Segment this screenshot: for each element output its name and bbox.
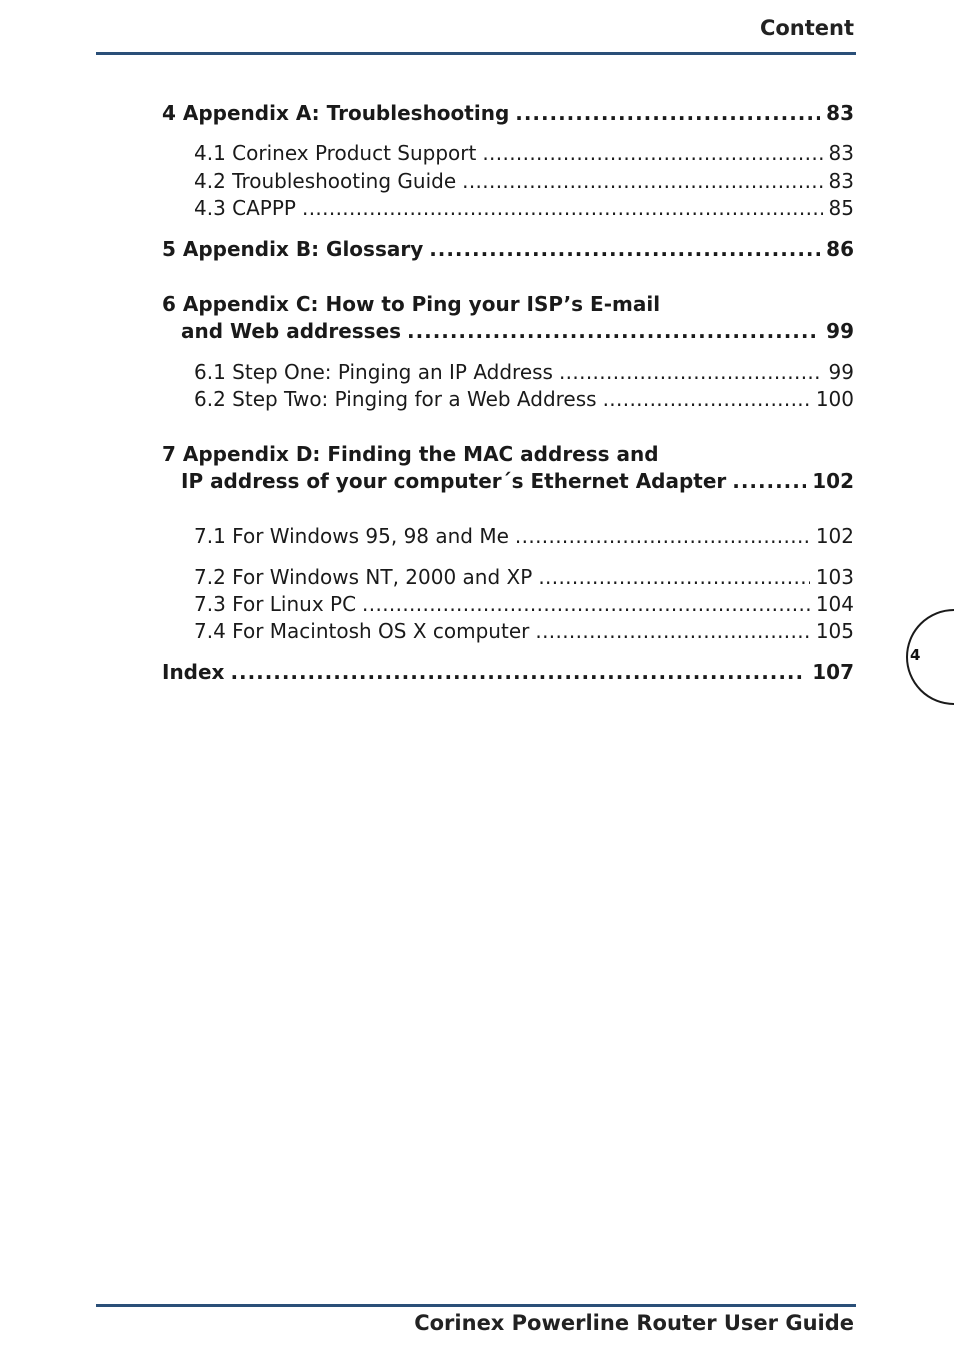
toc-entry-6-1[interactable] [194, 358, 854, 386]
toc-entry-7-4[interactable] [194, 617, 854, 645]
leader-dots [559, 358, 823, 386]
toc-label: 4.2 Troubleshooting Guide [194, 169, 457, 193]
toc-page-number: 107 [812, 660, 854, 684]
leader-dots [482, 139, 822, 167]
toc-label: 5 Appendix B: Glossary [162, 237, 424, 261]
toc-entry-4-2[interactable] [194, 167, 854, 195]
toc-entry-appendix-b[interactable] [162, 235, 854, 263]
toc-entry-appendix-d[interactable] [181, 467, 854, 495]
leader-dots [302, 194, 823, 222]
footer-rule [96, 1304, 856, 1307]
toc-label: 7.3 For Linux PC [194, 592, 357, 616]
toc-entry-appendix-c[interactable] [181, 317, 854, 345]
toc-entry-appendix-c-line1[interactable]: 6 Appendix C: How to Ping your ISP’s E-mail [162, 292, 661, 316]
toc-page-number: 102 [812, 469, 854, 493]
toc-page-number: 83 [828, 169, 854, 193]
toc-label: 7.1 For Windows 95, 98 and Me [194, 524, 509, 548]
running-header: Content [759, 16, 854, 40]
leader-dots [732, 467, 806, 495]
toc-page-number: 105 [815, 619, 854, 643]
leader-dots [462, 167, 822, 195]
toc-entry-appendix-d-line1[interactable]: 7 Appendix D: Finding the MAC address and [162, 442, 659, 466]
toc-label: 7.4 For Macintosh OS X computer [194, 619, 530, 643]
toc-page-number: 83 [828, 141, 854, 165]
toc-page-number: 103 [815, 565, 854, 589]
leader-dots [230, 658, 806, 686]
toc-page-number: 102 [815, 524, 854, 548]
toc-page-number: 104 [815, 592, 854, 616]
toc-entry-4-1[interactable] [194, 139, 854, 167]
toc-entry-7-1[interactable] [194, 522, 854, 550]
toc-entry-6-2[interactable] [194, 385, 854, 413]
toc-entry-index[interactable] [162, 658, 854, 686]
toc-label: Index [162, 660, 225, 684]
toc-label: 4.1 Corinex Product Support [194, 141, 477, 165]
toc-entry-appendix-a[interactable] [162, 99, 854, 127]
toc-entry-7-3[interactable] [194, 590, 854, 618]
toc-label: and Web addresses [181, 319, 402, 343]
leader-dots [535, 617, 809, 645]
leader-dots [407, 317, 820, 345]
toc-page-number: 83 [826, 101, 854, 125]
toc-label: 4 Appendix A: Troubleshooting [162, 101, 510, 125]
toc-page-number: 99 [828, 360, 854, 384]
leader-dots [538, 563, 810, 591]
leader-dots [362, 590, 810, 618]
toc-page-number: 86 [826, 237, 854, 261]
toc-label: IP address of your computer´s Ethernet Adapter [181, 469, 727, 493]
toc-entry-4-3[interactable] [194, 194, 854, 222]
leader-dots [515, 99, 820, 127]
toc-page-number: 85 [828, 196, 854, 220]
toc-label: 7.2 For Windows NT, 2000 and XP [194, 565, 533, 589]
leader-dots [603, 385, 810, 413]
toc-page-number: 99 [826, 319, 854, 343]
running-footer: Corinex Powerline Router User Guide [414, 1311, 854, 1335]
toc-entry-7-2[interactable] [194, 563, 854, 591]
toc-page-number: 100 [815, 387, 854, 411]
toc-label: 4.3 CAPPP [194, 196, 296, 220]
chapter-tab-number: 4 [910, 646, 921, 664]
leader-dots [515, 522, 810, 550]
toc-label: 6.1 Step One: Pinging an IP Address [194, 360, 553, 384]
header-rule [96, 52, 856, 55]
toc-label: 6.2 Step Two: Pinging for a Web Address [194, 387, 597, 411]
leader-dots [429, 235, 820, 263]
